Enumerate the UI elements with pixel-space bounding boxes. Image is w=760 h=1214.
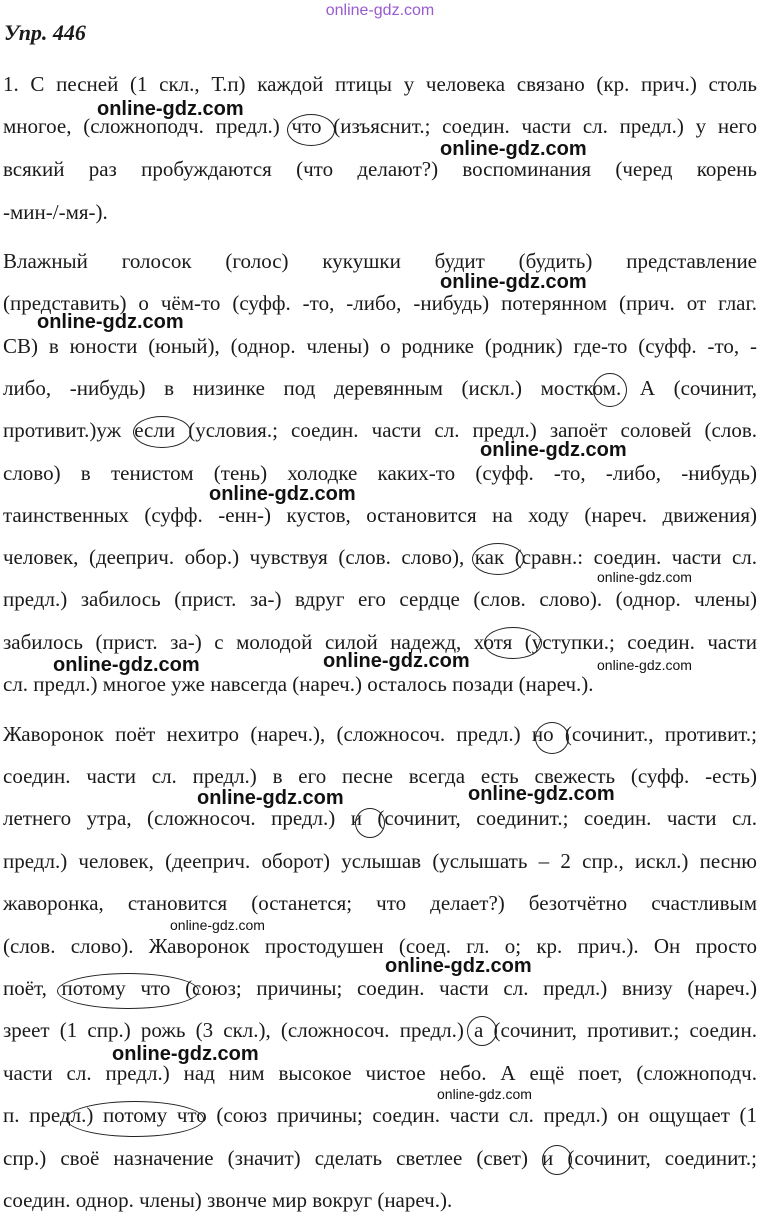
text-line: либо, -нибудь) в низинке под деревянным (искл.) мостком. А (сочинит,: [3, 376, 757, 400]
watermark: online-gdz.com: [440, 138, 587, 160]
text-line: жаворонка, становится (останется; что делает?) безотчётно счастливым: [3, 891, 757, 915]
text-line: забилось (прист. за-) с молодой силой надежд, хотя (уступки.; соедин. части: [3, 630, 757, 654]
watermark: online-gdz.com: [209, 483, 356, 505]
circle-mark: [66, 1101, 204, 1137]
circle-mark: [467, 1016, 497, 1046]
text-line: соедин. части сл. предл.) в его песне всегда есть свежесть (суфф. -есть): [3, 764, 757, 788]
text-line: сл. предл.) многое уже навсегда (нареч.) осталось позади (нареч.).: [3, 672, 594, 696]
watermark: online-gdz.com: [597, 569, 692, 585]
circle-mark: [472, 543, 524, 575]
watermark: online-gdz.com: [597, 657, 692, 673]
watermark: online-gdz.com: [323, 650, 470, 672]
text-line: поёт, потому что (союз; причины; соедин. части сл. предл.) внизу (нареч.): [3, 976, 757, 1000]
text-line: СВ) в юности (юный), (одноp. члены) о роднике (родник) где-то (суфф. -то, -: [3, 334, 757, 358]
text-line: (представить) о чём-то (суфф. -то, -либо, -нибудь) потерянном (прич. от глаг.: [3, 291, 757, 315]
text-line: Жаворонок поёт нехитро (нареч.), (сложносоч. предл.) но (сочинит., противит.;: [3, 722, 757, 746]
watermark: online-gdz.com: [37, 311, 184, 333]
circle-mark: [535, 722, 569, 754]
watermark: online-gdz.com: [112, 1043, 259, 1065]
text-line: части сл. предл.) над ним высокое чистое небо. А ещё поет, (сложноподч.: [3, 1061, 757, 1085]
text-line: летнего утра, (сложносоч. предл.) и (сочинит, соединит.; соедин. части сл.: [3, 806, 757, 830]
text-line: слово) в тенистом (тень) холодке каких-то (суфф. -то, -либо, -нибудь): [3, 461, 757, 485]
circle-mark: [593, 373, 627, 407]
watermark: online-gdz.com: [170, 917, 265, 933]
watermark: online-gdz.com: [385, 955, 532, 977]
text-line: Влажный голосок (голос) кукушки будит (будить) представление: [3, 249, 757, 273]
header-watermark: online-gdz.com: [325, 2, 435, 19]
text-line: противит.)уж если (условия.; соедин. части сл. предл.) запоёт соловей (слов.: [3, 418, 757, 442]
exercise-title: Упр. 446: [4, 20, 86, 45]
text-line: -мин-/-мя-).: [3, 200, 108, 224]
watermark: online-gdz.com: [440, 271, 587, 293]
text-line: человек, (дееприч. обор.) чувствуя (слов. слово), как (сравн.: соедин. части сл.: [3, 545, 757, 569]
text-line: 1. С песней (1 скл., Т.п) каждой птицы у человека связано (кр. прич.) столь: [3, 72, 757, 96]
text-line: (слов. слово). Жаворонок простодушен (соед. гл. о; кр. прич.). Он просто: [3, 934, 757, 958]
text-line: предл.) забилось (прист. за-) вдруг его сердце (слов. слово). (одноp. члены): [3, 587, 757, 611]
watermark: online-gdz.com: [53, 654, 200, 676]
watermark: online-gdz.com: [97, 98, 244, 120]
text-line: таинственных (суфф. -енн-) кустов, остановится на ходу (нареч. движения): [3, 503, 757, 527]
circle-mark: [57, 973, 199, 1009]
circle-mark: [287, 114, 335, 146]
circle-mark: [133, 416, 191, 448]
watermark: online-gdz.com: [197, 787, 344, 809]
watermark: online-gdz.com: [468, 783, 615, 805]
circle-mark: [355, 808, 385, 838]
circle-mark: [542, 1145, 572, 1175]
text-line: соедин. однор. члены) звонче мир вокруг (нареч.).: [3, 1188, 453, 1212]
watermark: online-gdz.com: [480, 439, 627, 461]
text-line: п. предл.) потому что (союз причины; соедин. части сл. предл.) он ощущает (1: [3, 1103, 757, 1127]
text-line: многое, (сложноподч. предл.) что (изъяснит.; соедин. части сл. предл.) у него: [3, 114, 757, 138]
text-line: всякий раз пробуждаются (что делают?) воспоминания (черед корень: [3, 157, 757, 181]
text-line: зреет (1 спр.) рожь (3 скл.), (сложносоч. предл.) а (сочинит, противит.; соедин.: [3, 1018, 757, 1042]
circle-mark: [484, 627, 542, 659]
text-line: спр.) своё назначение (значит) сделать светлее (свет) и (сочинит, соединит.;: [3, 1146, 757, 1170]
watermark: online-gdz.com: [437, 1086, 532, 1102]
text-line: предл.) человек, (дееприч. оборот) услышав (услышать – 2 спр., искл.) песню: [3, 849, 757, 873]
